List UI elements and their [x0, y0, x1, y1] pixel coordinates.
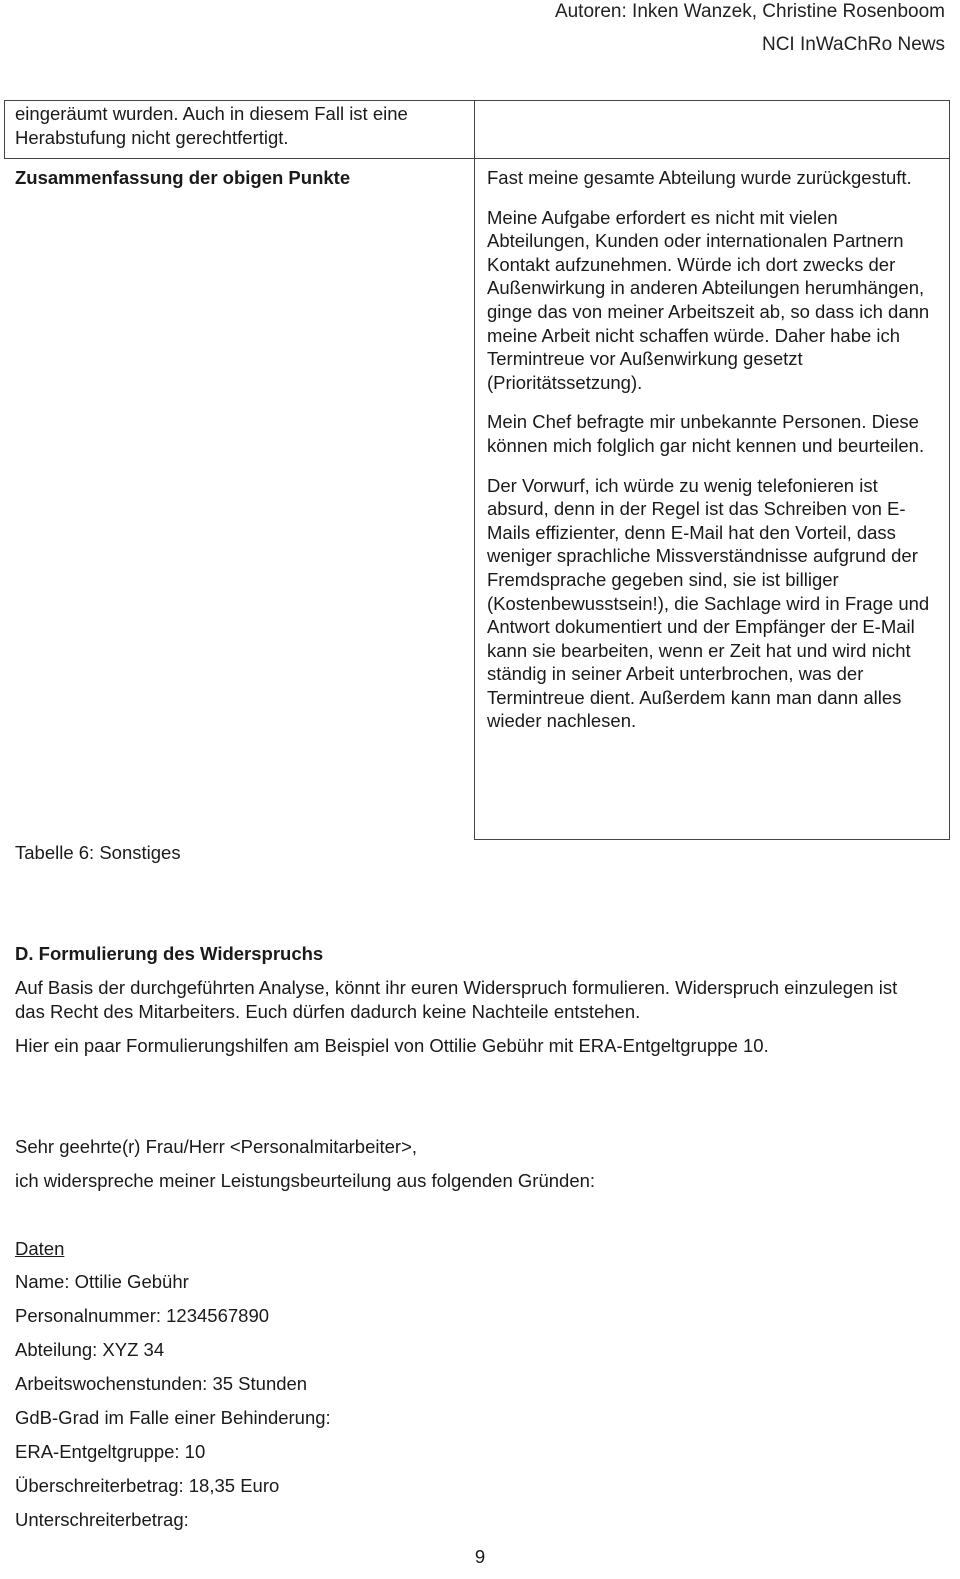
- header-journal: NCI InWaChRo News: [761, 34, 945, 55]
- paragraph-aussenwirkung: Meine Aufgabe erfordert es nicht mit vielen Abteilungen, Kunden oder internationalen Partnern Kontakt aufzunehmen. Würde ich dort zwecks der Außenwirkung in anderen Abteilungen herumhängen, ginge das von meiner Arbeitszeit ab, so dass ich dann meine Arbeit nicht schaffen würde. Daher habe ich Termintreue vor Außenwirkung gesetzt (Prioritätssetzung).: [487, 206, 930, 393]
- table-row-divider: [4, 158, 950, 159]
- table-border-bottom-right: [474, 839, 950, 840]
- table-caption: Tabelle 6: Sonstiges: [15, 842, 181, 863]
- intro-paragraph-example: Hier ein paar Formulierungshilfen am Beispiel von Ottilie Gebühr mit ERA-Entgeltgruppe 10.: [15, 1035, 769, 1056]
- table-row2-left: Zusammenfassung der obigen Punkte: [15, 167, 351, 188]
- paragraph-chef: Mein Chef befragte mir unbekannte Personen. Diese können mich folglich gar nicht kennen und beurteilen.: [487, 411, 925, 456]
- table-column-divider: [474, 100, 475, 840]
- section-heading: D. Formulierung des Widerspruchs: [15, 943, 324, 964]
- table-row1-left: eingeräumt wurden. Auch in diesem Fall ist eine Herabstufung nicht gerechtfertigt.: [15, 103, 408, 148]
- field-gdb-grad: GdB-Grad im Falle einer Behinderung:: [15, 1407, 331, 1428]
- table-sonstiges: [4, 100, 950, 840]
- field-arbeitswochenstunden: Arbeitswochenstunden: 35 Stunden: [15, 1373, 308, 1394]
- field-name: Name: Ottilie Gebühr: [15, 1271, 189, 1292]
- paragraph-vorwurf: Der Vorwurf, ich würde zu wenig telefonieren ist absurd, denn in der Regel ist das Schreiben von E-Mails effizienter, denn E-Mail hat den Vorteil, dass weniger sprachliche Missverständnisse aufgrund der Fremdsprache gegeben sind, sie ist billiger (Kostenbewusstsein!), die Sachlage wird in Frage und Antwort dokumentiert und der Empfänger der E-Mail kann sie bearbeiten, wenn er Zeit hat und wird nicht ständig in seiner Arbeit unterbrochen, was der Termintreue dient. Außerdem kann man dann alles wieder nachlesen.: [487, 474, 930, 732]
- table-border-top: [4, 100, 950, 101]
- table-border-left: [4, 100, 5, 159]
- table-row2-right: [487, 166, 942, 749]
- letter-salutation: Sehr geehrte(r) Frau/Herr <Personalmitarbeiter>,: [15, 1136, 418, 1157]
- daten-heading: Daten: [15, 1238, 65, 1259]
- table-border-right: [949, 100, 950, 840]
- paragraph-abteilung: Fast meine gesamte Abteilung wurde zurückgestuft.: [487, 167, 912, 188]
- field-unterschreiterbetrag: Unterschreiterbetrag:: [15, 1509, 189, 1530]
- header-authors: Autoren: Inken Wanzek, Christine Rosenboom: [554, 1, 945, 22]
- field-era-entgeltgruppe: ERA-Entgeltgruppe: 10: [15, 1441, 206, 1462]
- field-personalnummer: Personalnummer: 1234567890: [15, 1305, 270, 1326]
- letter-objection: ich widerspreche meiner Leistungsbeurteilung aus folgenden Gründen:: [15, 1170, 596, 1191]
- page-number: 9: [474, 1546, 486, 1567]
- field-ueberschreiterbetrag: Überschreiterbetrag: 18,35 Euro: [15, 1475, 280, 1496]
- intro-paragraph: Auf Basis der durchgeführten Analyse, könnt ihr euren Widerspruch formulieren. Widerspruch einzulegen ist das Recht des Mitarbeiters. Euch dürfen dadurch keine Nachteile entstehen.: [15, 977, 898, 1022]
- field-abteilung: Abteilung: XYZ 34: [15, 1339, 165, 1360]
